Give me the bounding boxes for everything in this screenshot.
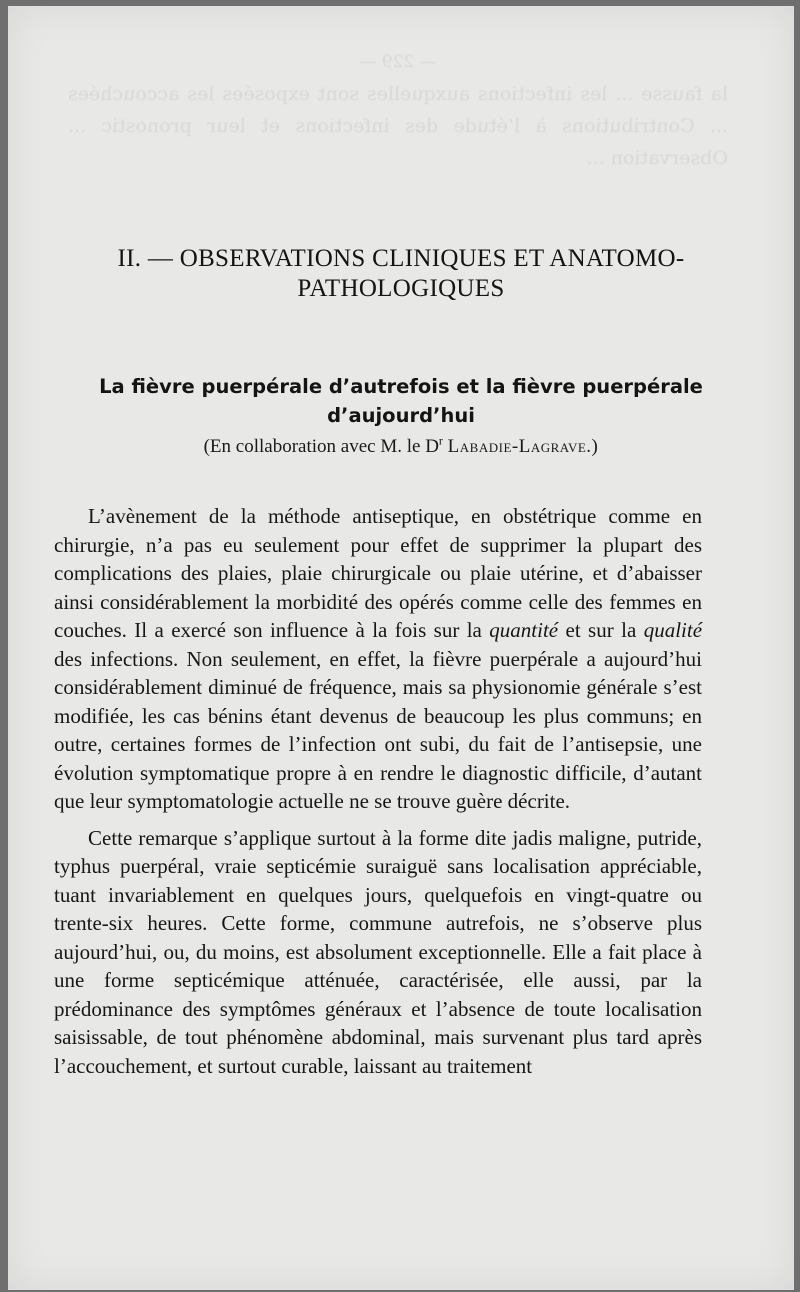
document-page — [8, 6, 794, 1290]
paragraph-1 — [54, 502, 702, 816]
section-heading — [8, 244, 794, 304]
paragraph-1-seg3: des infections. Non seulement, en effet, la fièvre puerpérale a aujourd’hui considérablement diminué de fréquence, mais sa physionomie générale s’est modifiée, les cas bénins étant devenus de beaucoup les plus communs; en outre, certaines formes de l’infection ont subi, du fait de l’antisepsie, une évolution symptomatique propre à en rendre le diagnostic difficile, d’autant que leur symptomatologie actuelle ne se trouve guère décrite. — [54, 646, 702, 813]
bleed-page-number: — 229 — — [359, 52, 437, 72]
section-heading-line2: PATHOLOGIQUES — [297, 275, 505, 302]
byline-doctor-sup: r — [438, 433, 443, 448]
byline — [8, 433, 794, 458]
paragraph-1-seg2: et sur la — [558, 618, 644, 642]
article-title-line2: d’aujourd’hui — [327, 404, 475, 427]
paragraph-1-seg1: L’avènement de la méthode antiseptique, en obstétrique comme en chirurgie, n’a pas eu seulement pour effet de supprimer la plupart des complications des plaies, plaie chirurgicale ou plaie utérine, et d’abaisser ainsi considérablement la morbidité des opérés comme celle des femmes en couches. Il a exercé son influence à la fois sur la — [54, 504, 702, 642]
emphasis-qualite: qualité — [643, 618, 703, 642]
article-title-line1: La fièvre puerpérale d’autrefois et la fièvre puerpérale — [99, 375, 703, 398]
section-heading-line1: II. — OBSERVATIONS CLINIQUES ET ANATOMO- — [117, 245, 685, 272]
body-text — [54, 502, 702, 1080]
emphasis-quantite: quantité — [489, 618, 559, 642]
byline-author: Labadie-Lagrave.) — [447, 436, 599, 457]
byline-prefix: (En collaboration avec M. le D — [203, 436, 439, 457]
article-title — [8, 372, 794, 430]
paragraph-2: Cette remarque s’applique surtout à la forme dite jadis maligne, putride, typhus puerpéral, vraie septicémie suraiguë sans localisation appréciable, tuant invariablement en quelques jours, quelquefois en vingt-quatre ou trente-six heures. Cette forme, commune autrefois, ne s’observe plus aujourd’hui, ou, du moins, est absolument exceptionnelle. Elle a fait place à une forme septicémique atténuée, caractérisée, elle aussi, par la prédominance des symptômes généraux et l’absence de toute localisation saisissable, de tout phénomène abdominal, mais survenant plus tard après l’accouchement, et surtout curable, laissant au traitement — [54, 825, 702, 1078]
bleed-body: la fausse ... les infections auxquelles sont exposées les accouchées ... Contributions à l’étude des infections et leur pronostic ... Observation ... — [68, 83, 728, 169]
